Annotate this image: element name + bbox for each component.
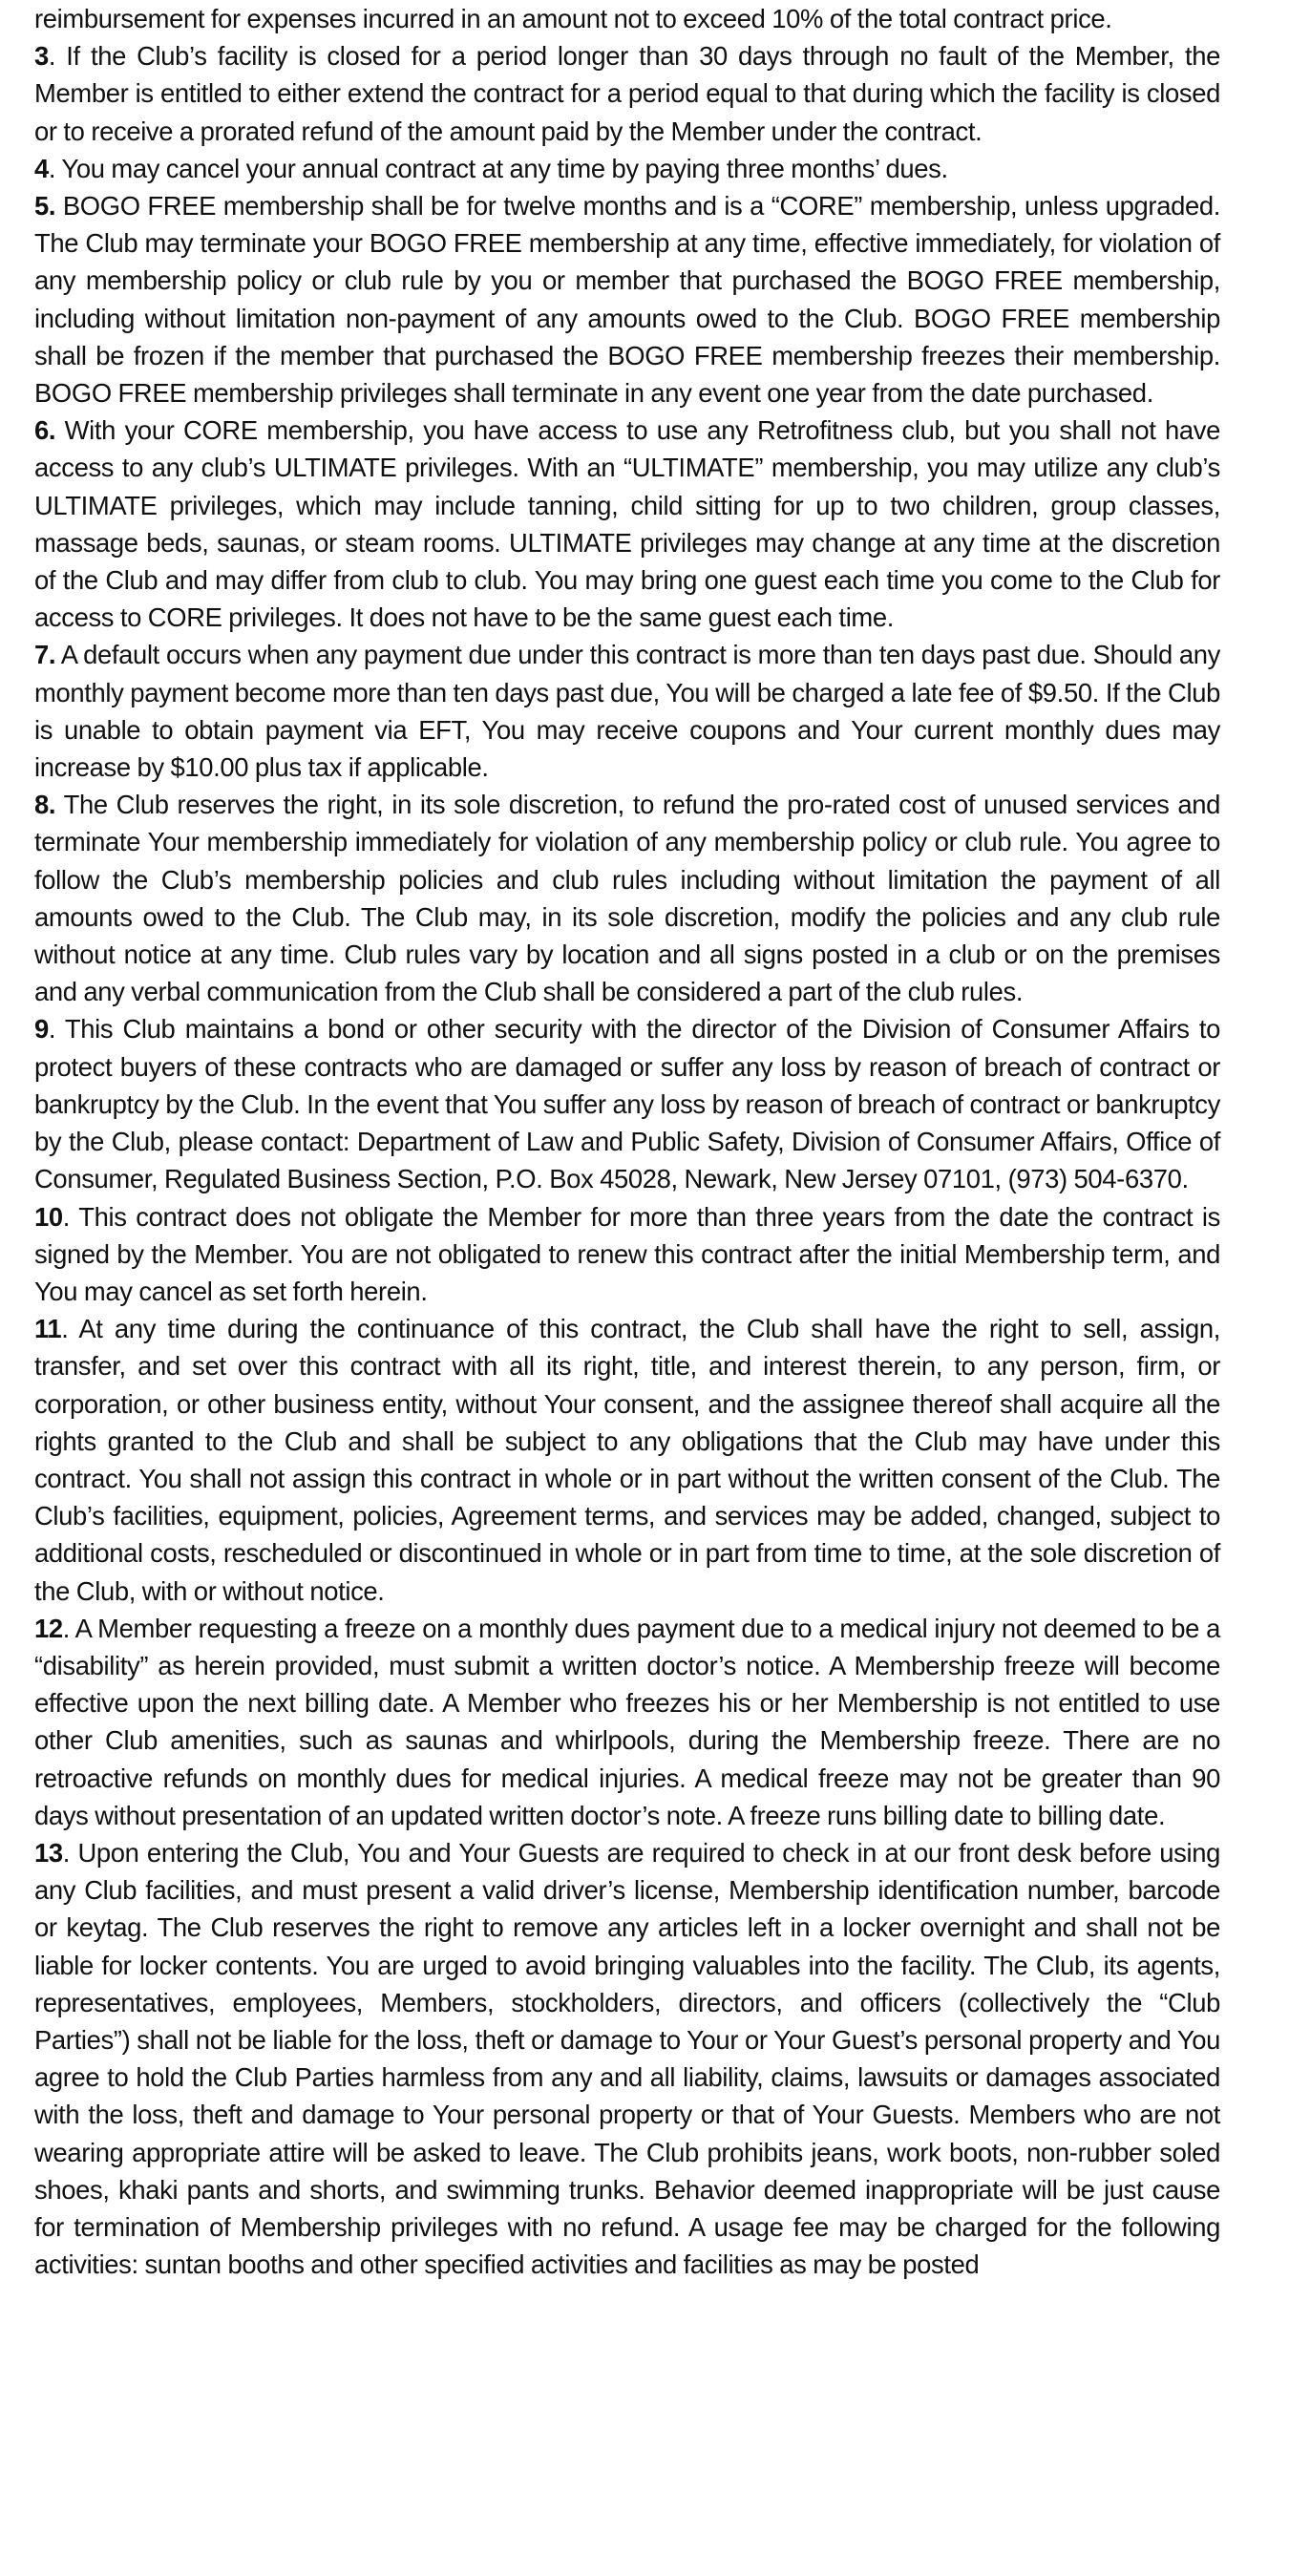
clause-number: 7.	[34, 640, 56, 670]
contract-clause	[34, 37, 1220, 150]
clause-text: A default occurs when any payment due under this contract is more than ten days past due. Should any monthly payment become more than ten days past due, You will be charged a late fee of $9.50. If the Club is unable to obtain payment via EFT, You may receive coupons and Your current monthly dues may increase by $10.00 plus tax if applicable.	[34, 640, 1220, 783]
clause-text: . A Member requesting a freeze on a monthly dues payment due to a medical injury not deemed to be a “disability” as herein provided, must submit a written doctor’s notice. A Membership freeze will become effective upon the next billing date. A Member who freezes his or her Membership is not entitled to use other Club amenities, such as saunas and whirlpools, during the Membership freeze. There are no retroactive refunds on monthly dues for medical injuries. A medical freeze may not be greater than 90 days without presentation of an updated written doctor’s note. A freeze runs billing date to billing date.	[34, 1613, 1220, 1830]
clause-number: 6.	[34, 415, 56, 446]
clause-number: 11	[34, 1314, 62, 1344]
contract-clause	[34, 150, 1220, 187]
contract-clause	[34, 187, 1220, 412]
continued-paragraph	[34, 0, 1220, 37]
contract-clause	[34, 636, 1220, 786]
clause-text: With your CORE membership, you have access to use any Retrofitness club, but you shall not have access to any club’s ULTIMATE privileges. With an “ULTIMATE” membership, you may utilize any club’s ULTIMATE privileges, which may include tanning, child sitting for up to two children, group classes, massage beds, saunas, or steam rooms. ULTIMATE privileges may change at any time at the discretion of the Club and may differ from club to club. You may bring one guest each time you come to the Club for access to CORE privileges. It does not have to be the same guest each time.	[34, 415, 1220, 633]
contract-clause	[34, 412, 1220, 636]
clause-text: . This contract does not obligate the Member for more than three years from the date the contract is signed by the Member. You are not obligated to renew this contract after the initial Membership term, and You may cancel as set forth herein.	[34, 1201, 1220, 1306]
clause-text: . Upon entering the Club, You and Your Guests are required to check in at our front desk before using any Club facilities, and must present a valid driver’s license, Membership identification number, barcode or keytag. The Club reserves the right to remove any articles left in a locker overnight and shall not be liable for locker contents. You are urged to avoid bringing valuables into the facility. The Club, its agents, representatives, employees, Members, stockholders, directors, and officers (collectively the “Club Parties”) shall not be liable for the loss, theft or damage to Your or Your Guest’s personal property and You agree to hold the Club Parties harmless from any and all liability, claims, lawsuits or damages associated with the loss, theft and damage to Your personal property or that of Your Guests. Members who are not wearing appropriate attire will be asked to leave. The Club prohibits jeans, work boots, non-rubber soled shoes, khaki pants and shorts, and swimming trunks. Behavior deemed inappropriate will be just cause for termination of Membership privileges with no refund. A usage fee may be charged for the following activities: suntan booths and other specified activities and facilities as may be posted	[34, 1837, 1220, 2280]
clause-number: 13	[34, 1837, 63, 1868]
clause-text: . At any time during the continuance of this contract, the Club shall have the right to sell, assign, transfer, and set over this contract with all its right, title, and interest therein, to any person, firm, or corporation, or other business entity, without Your consent, and the assignee thereof shall acquire all the rights granted to the Club and shall be subject to any obligations that the Club may have under this contract. You shall not assign this contract in whole or in part without the written consent of the Club. The Club’s facilities, equipment, policies, Agreement terms, and services may be added, changed, subject to additional costs, rescheduled or discontinued in whole or in part from time to time, at the sole discretion of the Club, with or without notice.	[34, 1314, 1220, 1606]
clause-text: . You may cancel your annual contract at any time by paying three months’ dues.	[48, 153, 948, 183]
clause-text: BOGO FREE membership shall be for twelve months and is a “CORE” membership, unless upgraded. The Club may terminate your BOGO FREE membership at any time, effective immediately, for violation of any membership policy or club rule by you or member that purchased the BOGO FREE membership, including without limitation non-payment of any amounts owed to the Club. BOGO FREE membership shall be frozen if the member that purchased the BOGO FREE membership freezes their membership. BOGO FREE membership privileges shall terminate in any event one year from the date purchased.	[34, 191, 1220, 409]
clause-number: 3	[34, 41, 49, 72]
clause-number: 12	[34, 1613, 63, 1643]
clause-number: 8.	[34, 790, 56, 820]
clause-text: . If the Club’s facility is closed for a period longer than 30 days through no fault of the Member, the Member is entitled to either extend the contract for a period equal to that during which the facility is closed or to receive a prorated refund of the amount paid by the Member under the contract.	[34, 41, 1220, 146]
contract-clause	[34, 1310, 1220, 1610]
clause-text: The Club reserves the right, in its sole discretion, to refund the pro-rated cost of unused services and terminate Your membership immediately for violation of any membership policy or club rule. You agree to follow the Club’s membership policies and club rules including without limitation the payment of all amounts owed to the Club. The Club may, in its sole discretion, modify the policies and any club rule without notice at any time. Club rules vary by location and all signs posted in a club or on the premises and any verbal communication from the Club shall be considered a part of the club rules.	[34, 790, 1220, 1007]
contract-clause	[34, 1610, 1220, 1834]
clause-number: 4	[34, 153, 49, 183]
clause-text: reimbursement for expenses incurred in an amount not to exceed 10% of the total contract price.	[34, 4, 1112, 33]
clause-number: 5.	[34, 191, 56, 222]
contract-clause	[34, 1010, 1220, 1197]
contract-clause	[34, 1198, 1220, 1311]
contract-clause	[34, 1834, 1220, 2283]
contract-document	[34, 0, 1220, 2283]
contract-clause	[34, 786, 1220, 1010]
clause-text: . This Club maintains a bond or other security with the director of the Division of Consumer Affairs to protect buyers of these contracts who are damaged or suffer any loss by reason of breach of contract or bankruptcy by the Club. In the event that You suffer any loss by reason of breach of contract or bankruptcy by the Club, please contact: Department of Law and Public Safety, Division of Consumer Affairs, Office of Consumer, Regulated Business Section, P.O. Box 45028, Newark, New Jersey 07101, (973) 504-6370.	[34, 1014, 1220, 1194]
clause-number: 9	[34, 1014, 49, 1045]
clause-number: 10	[34, 1201, 63, 1232]
